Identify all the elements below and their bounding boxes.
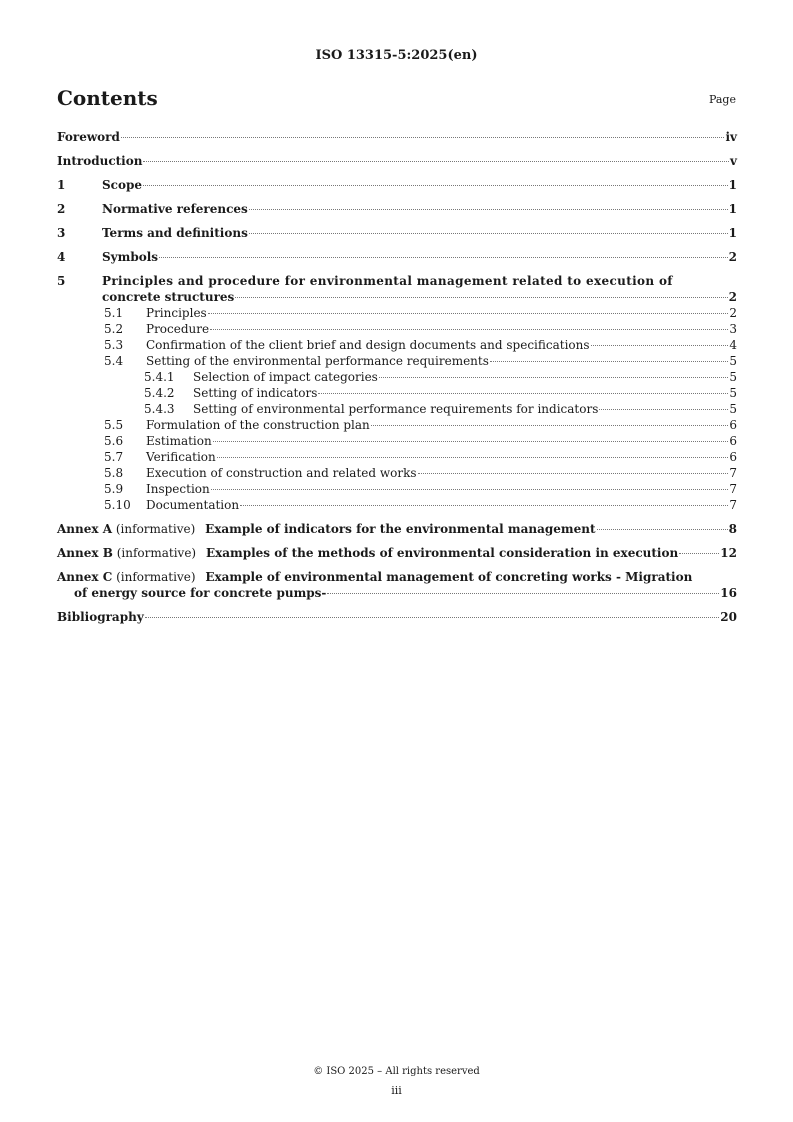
toc-entry-title: Verification: [146, 450, 216, 464]
dot-leader: [213, 441, 729, 442]
toc-entry-number: 5.2: [104, 322, 124, 336]
copyright-notice: © ISO 2025 – All rights reserved: [313, 1066, 480, 1077]
dot-leader: [591, 345, 729, 346]
toc-entry-number: 5.5: [104, 418, 124, 432]
annex-type: (informative): [116, 570, 196, 584]
toc-entry-number: 5.9: [104, 482, 124, 496]
toc-entry-title: Selection of impact categories: [193, 370, 378, 384]
dot-leader: [159, 257, 728, 258]
toc-entry-annex-b[interactable]: [57, 545, 737, 561]
toc-entry-introduction[interactable]: [57, 153, 737, 169]
annex-title-line2: of energy source for concrete pumps-: [74, 586, 327, 600]
annex-title-line1: Example of environmental management of concreting works - Migration: [205, 570, 693, 584]
toc-entry-number: 5.8: [104, 466, 124, 480]
toc-entry-principles-and-procedure[interactable]: [57, 273, 737, 305]
toc-entry-page: 3: [729, 322, 737, 336]
toc-entry-number: 5.4.1: [144, 370, 175, 384]
toc-entry-title-line1: Principles and procedure for environmental management related to execution of: [102, 274, 673, 288]
toc-entry-bibliography[interactable]: [57, 609, 737, 625]
toc-entry-page: 6: [729, 450, 737, 464]
toc-entry-5-9[interactable]: [57, 481, 737, 497]
annex-label: Annex A: [57, 522, 113, 536]
toc-entry-title: Symbols: [102, 250, 159, 264]
dot-leader: [379, 377, 729, 378]
toc-entry-5-2[interactable]: [57, 321, 737, 337]
toc-entry-page: 2: [728, 290, 737, 304]
toc-entry-number: 5.1: [104, 306, 124, 320]
annex-type: (informative): [115, 522, 196, 536]
toc-entry-title: Inspection: [146, 482, 210, 496]
toc-entry-title: Setting of the environmental performance requirements: [146, 354, 489, 368]
annex-type: (informative): [116, 546, 197, 560]
toc-entry-number: 5.6: [104, 434, 124, 448]
toc-entry-number: 5.3: [104, 338, 124, 352]
toc-entry-title: Scope: [102, 178, 143, 192]
toc-entry-number: 5.7: [104, 450, 124, 464]
toc-entry-title: Foreword: [57, 130, 120, 144]
toc-entry-title: Setting of environmental performance requirements for indicators: [193, 402, 599, 416]
toc-entry-annex-c[interactable]: [57, 569, 737, 601]
toc-entry-annex-a[interactable]: [57, 521, 737, 537]
dot-leader: [217, 457, 729, 458]
toc-entry-normative-references[interactable]: [57, 201, 737, 217]
toc-entry-page: 2: [729, 306, 737, 320]
dot-leader: [249, 233, 728, 234]
toc-entry-number: 5: [57, 274, 66, 288]
toc-entry-number: 5.4.2: [144, 386, 175, 400]
dot-leader: [143, 161, 729, 162]
toc-entry-title: Terms and definitions: [102, 226, 248, 240]
toc-entry-foreword[interactable]: [57, 129, 737, 145]
toc-entry-title: Principles: [146, 306, 207, 320]
toc-entry-5-3[interactable]: [57, 337, 737, 353]
toc-entry-title: Bibliography: [57, 610, 144, 624]
toc-entry-5-4-1[interactable]: [57, 369, 737, 385]
dot-leader: [121, 137, 725, 138]
toc-entry-5-6[interactable]: [57, 433, 737, 449]
page-column-label: Page: [708, 93, 736, 106]
toc-entry-page: 7: [729, 498, 737, 512]
annex-label: Annex C: [57, 570, 113, 584]
toc-entry-page: 16: [720, 586, 737, 600]
toc-entry-5-4-3[interactable]: [57, 401, 737, 417]
toc-entry-title: Introduction: [57, 154, 143, 168]
dot-leader: [240, 505, 728, 506]
dot-leader: [679, 553, 719, 554]
toc-entry-symbols[interactable]: [57, 249, 737, 265]
toc-entry-page: 6: [729, 434, 737, 448]
toc-entry-title: Procedure: [146, 322, 210, 336]
toc-entry-number: 5.4: [104, 354, 124, 368]
dot-leader: [143, 185, 728, 186]
toc-entry-number: 2: [57, 202, 66, 216]
toc-entry-5-7[interactable]: [57, 449, 737, 465]
annex-label: Annex B: [57, 546, 113, 560]
toc-entry-number: 3: [57, 226, 66, 240]
toc-entry-title: Formulation of the construction plan: [146, 418, 370, 432]
table-of-contents: [57, 129, 737, 625]
toc-entry-terms-and-definitions[interactable]: [57, 225, 737, 241]
dot-leader: [490, 361, 728, 362]
toc-entry-title: Execution of construction and related works: [146, 466, 417, 480]
toc-entry-5-10[interactable]: [57, 497, 737, 513]
toc-entry-page: 1: [728, 202, 737, 216]
toc-entry-page: 12: [720, 546, 737, 560]
annex-title: Example of indicators for the environmental management: [205, 522, 596, 536]
toc-entry-title: Normative references: [102, 202, 248, 216]
contents-title: Contents: [57, 86, 158, 110]
dot-leader: [211, 489, 729, 490]
toc-entry-title: Confirmation of the client brief and design documents and specifications: [146, 338, 590, 352]
toc-entry-page: 1: [728, 178, 737, 192]
toc-entry-title-line2: concrete structures: [102, 290, 235, 304]
toc-entry-page: 7: [729, 466, 737, 480]
toc-entry-title: Documentation: [146, 498, 240, 512]
toc-entry-title: Estimation: [146, 434, 212, 448]
toc-entry-page: iv: [725, 130, 737, 144]
toc-entry-page: 20: [720, 610, 737, 624]
toc-entry-page: 6: [729, 418, 737, 432]
toc-entry-scope[interactable]: [57, 177, 737, 193]
toc-entry-page: 5: [729, 354, 737, 368]
toc-entry-page: 2: [728, 250, 737, 264]
dot-leader: [599, 409, 728, 410]
dot-leader: [418, 473, 729, 474]
toc-entry-5-4[interactable]: [57, 353, 737, 369]
page-number: iii: [391, 1084, 402, 1097]
dot-leader: [371, 425, 729, 426]
toc-entry-page: 7: [729, 482, 737, 496]
document-id: ISO 13315-5:2025(en): [315, 48, 478, 63]
toc-entry-number: 5.10: [104, 498, 131, 512]
toc-entry-5-8[interactable]: [57, 465, 737, 481]
toc-entry-5-1[interactable]: [57, 305, 737, 321]
toc-entry-page: 5: [729, 402, 737, 416]
toc-entry-page: 5: [729, 370, 737, 384]
toc-entry-page: 4: [729, 338, 737, 352]
toc-entry-number: 4: [57, 250, 66, 264]
toc-entry-number: 1: [57, 178, 66, 192]
toc-entry-5-4-2[interactable]: [57, 385, 737, 401]
dot-leader: [210, 329, 728, 330]
dot-leader: [327, 593, 719, 594]
toc-entry-page: 8: [728, 522, 737, 536]
dot-leader: [145, 617, 720, 618]
dot-leader: [208, 313, 729, 314]
dot-leader: [235, 297, 727, 298]
toc-entry-title: Setting of indicators: [193, 386, 318, 400]
toc-entry-5-5[interactable]: [57, 417, 737, 433]
dot-leader: [249, 209, 728, 210]
dot-leader: [597, 529, 728, 530]
toc-entry-number: 5.4.3: [144, 402, 175, 416]
toc-entry-page: 5: [729, 386, 737, 400]
toc-entry-page: 1: [728, 226, 737, 240]
toc-entry-page: v: [730, 154, 737, 168]
annex-title: Examples of the methods of environmental consideration in execution: [205, 546, 679, 560]
dot-leader: [318, 393, 728, 394]
